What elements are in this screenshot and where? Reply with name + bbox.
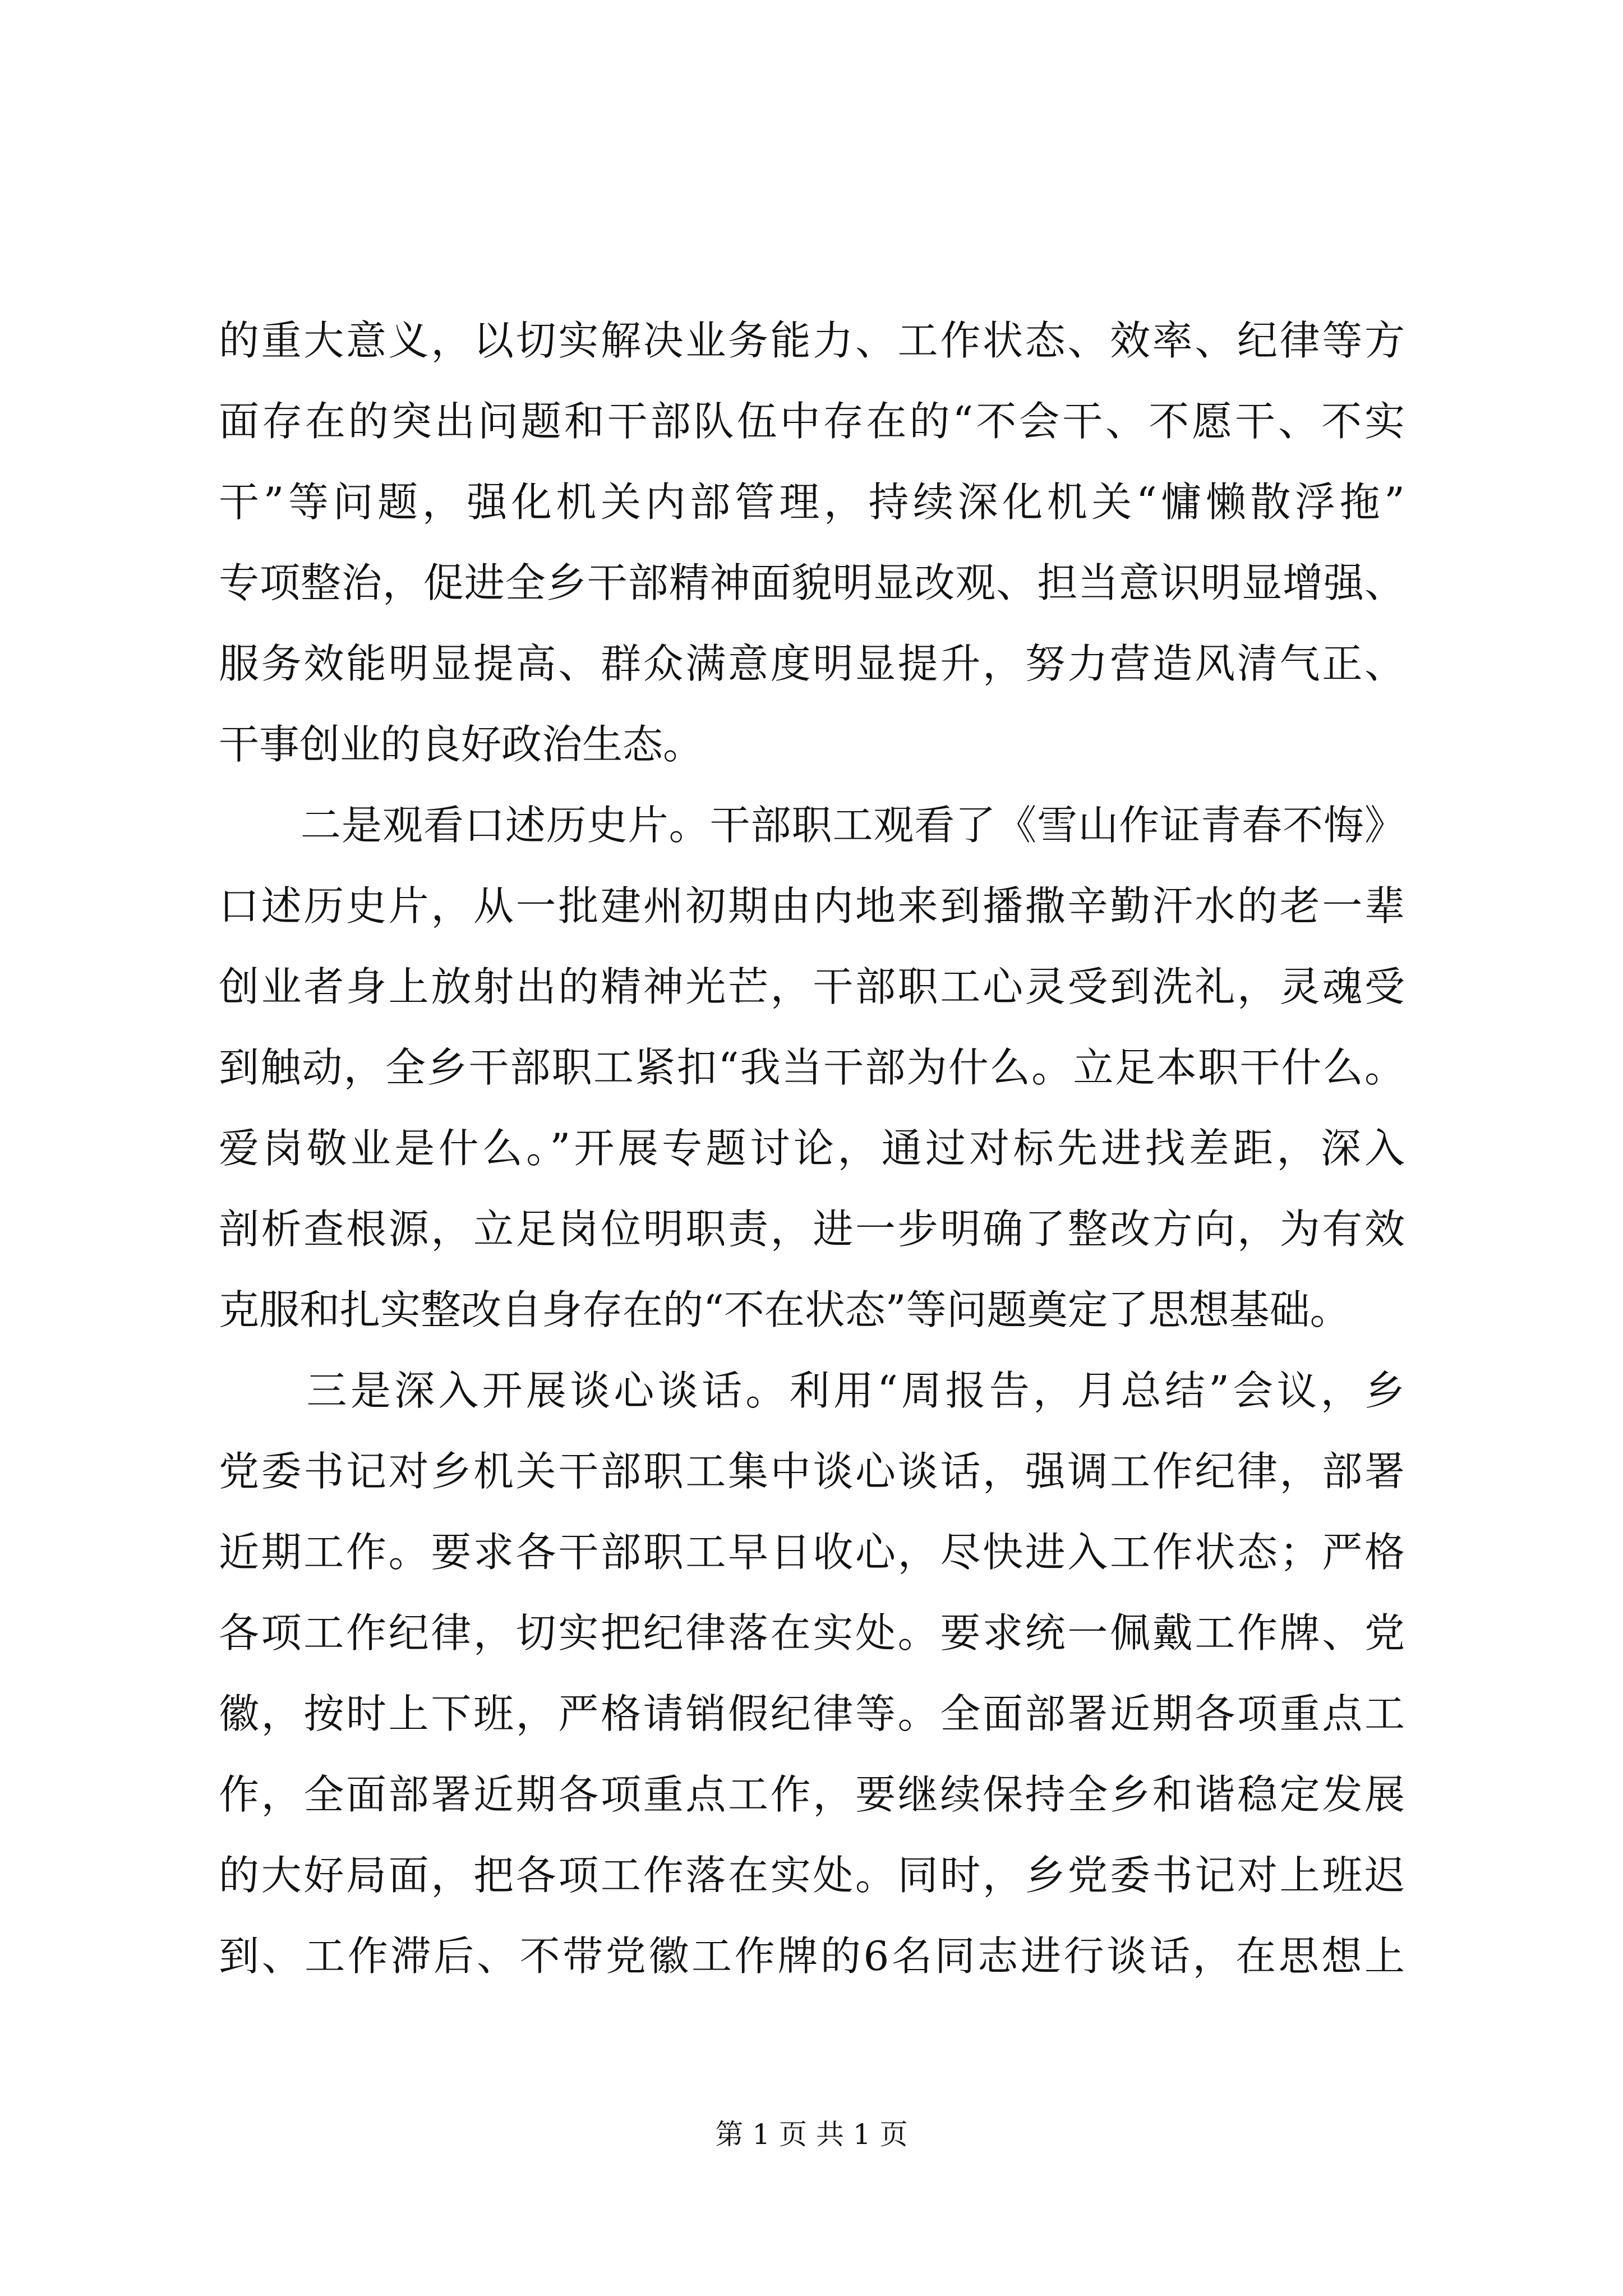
text-line: 干事创业的良好政治生态。 xyxy=(219,721,704,768)
text-line: 创业者身上放射出的精神光芒，干部职工心灵受到洗礼，灵魂受 xyxy=(219,963,1405,1010)
text-line: 克服和扎实整改自身存在的“不在状态”等问题奠定了思想基础。 xyxy=(219,1286,1350,1333)
text-line: 二是观看口述历史片。干部职工观看了《雪山作证青春不悔》 xyxy=(219,802,1405,849)
text-line: 口述历史片，从一批建州初期由内地来到播撒辛勤汗水的老一辈 xyxy=(219,882,1405,930)
text-line: 各项工作纪律，切实把纪律落在实处。要求统一佩戴工作牌、党 xyxy=(219,1609,1405,1657)
text-line: 到、工作滞后、不带党徽工作牌的6名同志进行谈话，在思想上 xyxy=(219,1932,1405,1980)
text-line: 作，全面部署近期各项重点工作，要继续保持全乡和谐稳定发展 xyxy=(219,1771,1405,1818)
text-line: 的重大意义，以切实解决业务能力、工作状态、效率、纪律等方 xyxy=(219,317,1405,364)
text-line: 专项整治，促进全乡干部精神面貌明显改观、担当意识明显增强、 xyxy=(219,559,1405,606)
text-line: 徽，按时上下班，严格请销假纪律等。全面部署近期各项重点工 xyxy=(219,1690,1405,1737)
text-line: 爱岗敬业是什么。”开展专题讨论，通过对标先进找差距，深入 xyxy=(219,1125,1405,1172)
text-line: 面存在的突出问题和干部队伍中存在的“不会干、不愿干、不实 xyxy=(219,398,1405,445)
body-text xyxy=(219,300,1405,1996)
text-line: 的大好局面，把各项工作落在实处。同时，乡党委书记对上班迟 xyxy=(219,1852,1405,1899)
text-line: 到触动，全乡干部职工紧扣“我当干部为什么。立足本职干什么。 xyxy=(219,1044,1405,1091)
text-line: 干”等问题，强化机关内部管理，持续深化机关“慵懒散浮拖” xyxy=(219,478,1405,526)
text-line: 剖析查根源，立足岗位明职责，进一步明确了整改方向，为有效 xyxy=(219,1205,1405,1253)
text-line: 服务效能明显提高、群众满意度明显提升，努力营造风清气正、 xyxy=(219,640,1405,687)
text-line: 党委书记对乡机关干部职工集中谈心谈话，强调工作纪律，部署 xyxy=(219,1448,1405,1495)
page-footer: 第 1 页 共 1 页 xyxy=(715,2118,908,2151)
text-line: 近期工作。要求各干部职工早日收心，尽快进入工作状态；严格 xyxy=(219,1529,1405,1576)
text-line: 三是深入开展谈心谈话。利用“周报告，月总结”会议，乡 xyxy=(219,1367,1405,1414)
